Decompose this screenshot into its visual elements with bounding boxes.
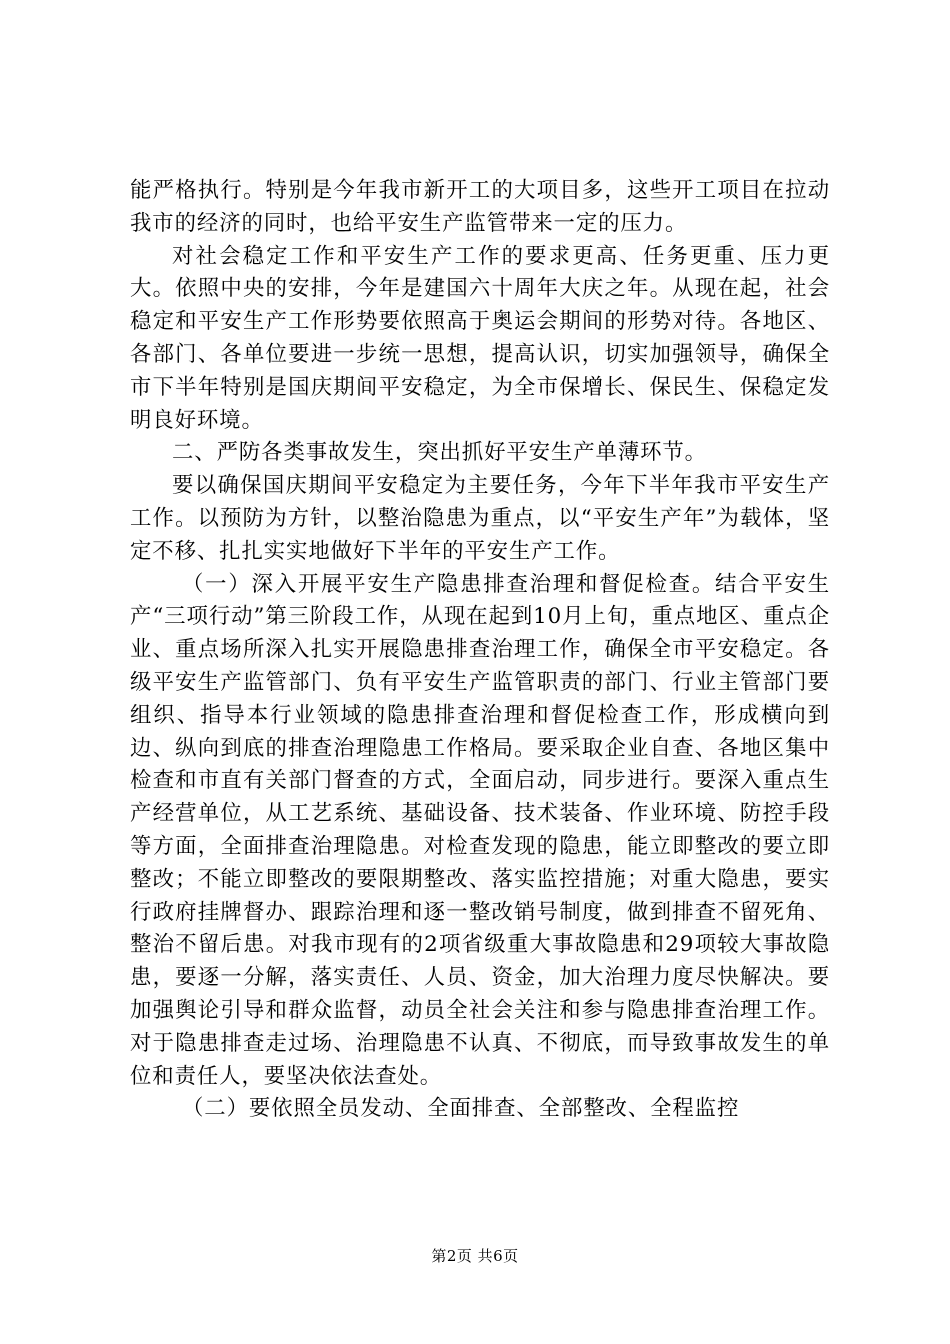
page-number-footer: 第2页 共6页 xyxy=(431,1247,519,1265)
paragraph-requirements: 对社会稳定工作和平安生产工作的要求更高、任务更重、压力更大。依照中央的安排，今年是建国六十周年大庆之年。从现在起，社会稳定和平安生产工作形势要依照高于奥运会期间的形势对待。各地区、各部门、各单位要进一步统一思想，提高认识，切实加强领导，确保全市下半年特别是国庆期间平安稳定，为全市保增长、保民生、保稳定发明良好环境。 xyxy=(130,243,830,433)
paragraph-item-2: （二）要依照全员发动、全面排查、全部整改、全程监控 xyxy=(182,1096,740,1122)
paragraph-main-task: 要以确保国庆期间平安稳定为主要任务，今年下半年我市平安生产工作。以预防为方针，以整治隐患为重点，以“平安生产年”为载体，坚定不移、扎扎实实地做好下半年的平安生产工作。 xyxy=(130,473,830,564)
paragraph-continuation: 能严格执行。特别是今年我市新开工的大项目多，这些开工项目在拉动我市的经济的同时，也给平安生产监管带来一定的压力。 xyxy=(130,178,830,236)
paragraph-item-1: （一）深入开展平安生产隐患排查治理和督促检查。结合平安生产“三项行动”第三阶段工作，从现在起到10月上旬，重点地区、重点企业、重点场所深入扎实开展隐患排查治理工作，确保全市平安稳定。各级平安生产监管部门、负有平安生产监管职责的部门、行业主管部门要组织、指导本行业领域的隐患排查治理和督促检查工作，形成横向到边、纵向到底的排查治理隐患工作格局。要采取企业自查、各地区集中检查和市直有关部门督查的方式，全面启动，同步进行。要深入重点生产经营单位，从工艺系统、基础设备、技术装备、作业环境、防控手段等方面，全面排查治理隐患。对检查发现的隐患，能立即整改的要立即整改；不能立即整改的要限期整改、落实监控措施；对重大隐患，要实行政府挂牌督办、跟踪治理和逐一整改销号制度，做到排查不留死角、整治不留后患。对我市现有的2项省级重大事故隐患和29项较大事故隐患，要逐一分解，落实责任、人员、资金，加大治理力度尽快解决。要加强舆论引导和群众监督，动员全社会关注和参与隐患排查治理工作。对于隐患排查走过场、治理隐患不认真、不彻底，而导致事故发生的单位和责任人，要坚决依法查处。 xyxy=(130,571,830,1089)
section-heading-2: 二、严防各类事故发生，突出抓好平安生产单薄环节。 xyxy=(172,440,707,466)
document-body xyxy=(130,175,830,1126)
